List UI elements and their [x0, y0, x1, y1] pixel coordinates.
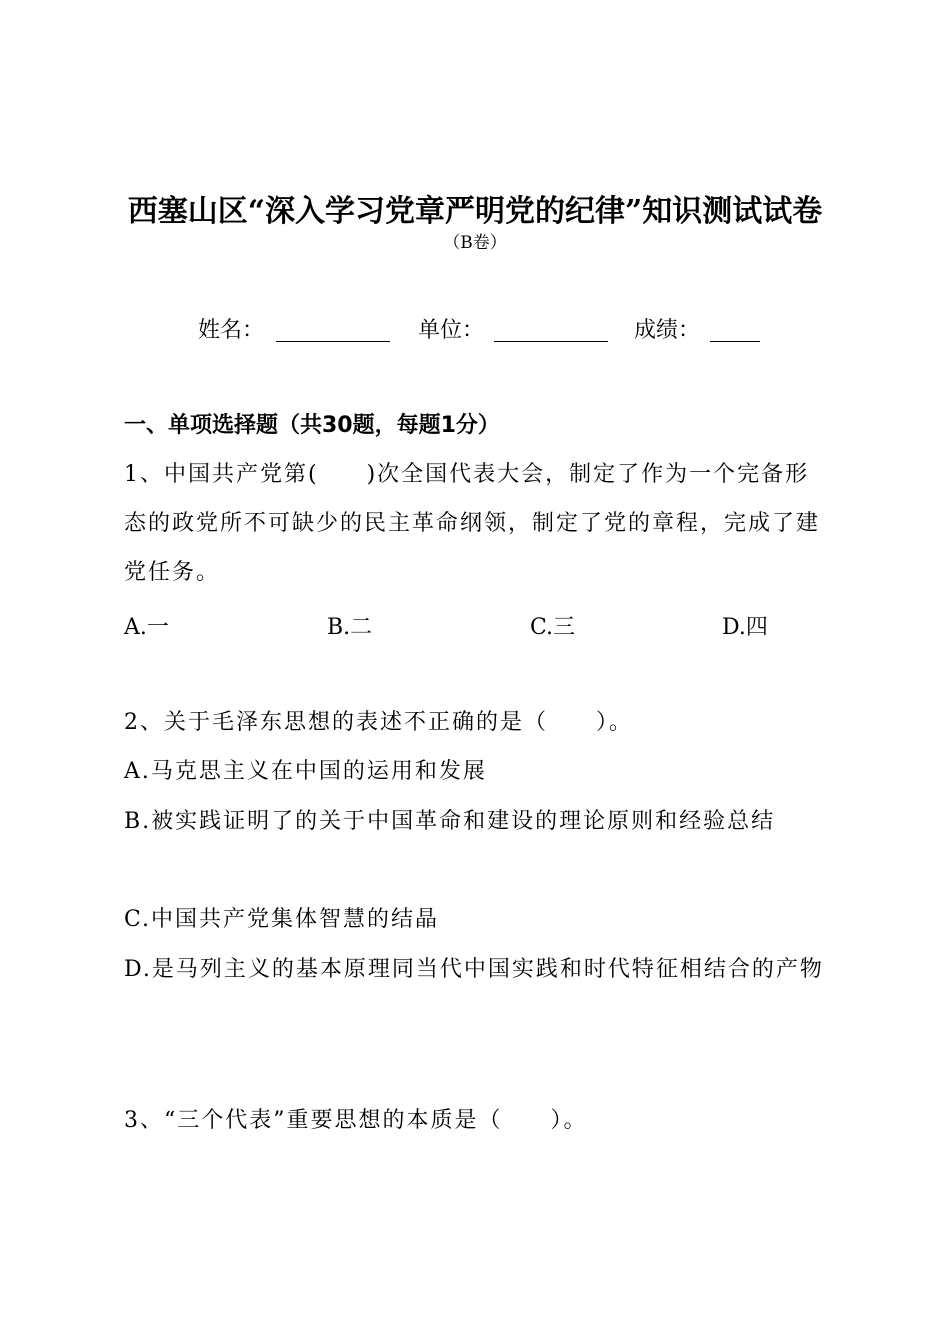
question-3-text: 3、“三个代表”重要思想的本质是（ ）。: [124, 1108, 588, 1133]
document-title: 西塞山区“深入学习党章严明党的纪律”知识测试试卷: [127, 194, 823, 229]
document-subtitle: （B卷）: [443, 233, 507, 253]
name-label: 姓名：: [198, 318, 265, 343]
question-1-option-a: A.一: [124, 615, 169, 640]
section-heading: 一、单项选择题（共30题，每题1分）: [124, 413, 500, 438]
question-1-option-d: D.四: [722, 615, 768, 640]
question-2-option-b: B.被实践证明了的关于中国革命和建设的理论原则和经验总结: [124, 809, 776, 834]
question-2-option-c: C.中国共产党集体智慧的结晶: [124, 907, 440, 932]
question-1-text: 1、中国共产党第( )次全国代表大会，制定了作为一个完备形态的政党所不可缺少的民主革命纲领，制定了党的章程，完成了建党任务。: [124, 462, 821, 585]
question-2-option-d: D.是马列主义的基本原理同当代中国实践和时代特征相结合的产物: [124, 957, 824, 982]
question-1-option-c: C.三: [530, 615, 576, 640]
name-blank[interactable]: [276, 341, 390, 342]
unit-label: 单位：: [418, 318, 485, 343]
unit-blank[interactable]: [494, 341, 608, 342]
question-1-option-b: B.二: [327, 615, 373, 640]
question-2-option-a: A.马克思主义在中国的运用和发展: [124, 759, 487, 784]
score-blank[interactable]: [710, 341, 760, 342]
score-label: 成绩：: [634, 318, 701, 343]
question-2-text: 2、关于毛泽东思想的表述不正确的是（ ）。: [124, 710, 633, 735]
